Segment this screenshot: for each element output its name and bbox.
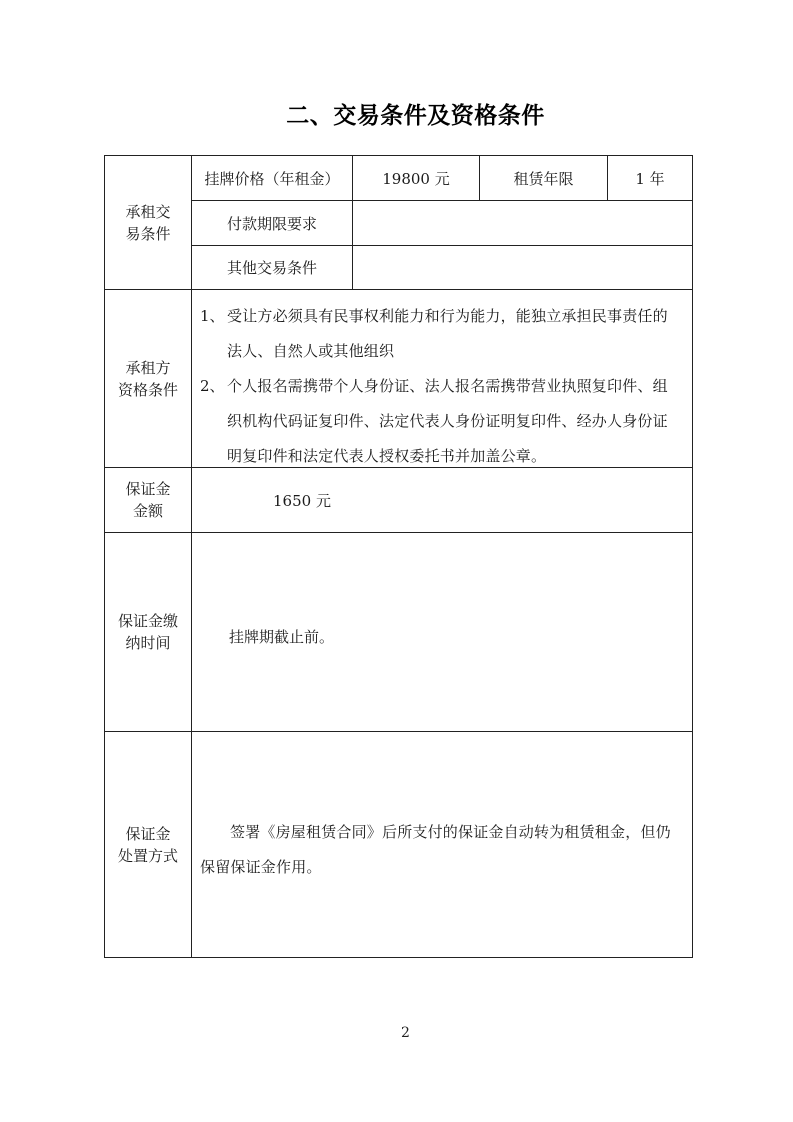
- row-header-line: 资格条件: [117, 380, 178, 399]
- deposit-disposal-value: [192, 732, 693, 958]
- page-title: 二、交易条件及资格条件: [286, 102, 545, 129]
- lease-term-label: 租赁年限: [480, 156, 608, 201]
- conditions-table: [104, 155, 693, 958]
- payment-deadline-value: [353, 201, 693, 246]
- qualification-item: [200, 299, 686, 369]
- deposit-amount-value: 1650 元: [192, 468, 693, 533]
- listing-price-label: 挂牌价格（年租金）: [192, 156, 353, 201]
- item-number: 2、: [200, 377, 225, 395]
- payment-deadline-label: 付款期限要求: [192, 201, 353, 246]
- row-header-deposit-disposal: [105, 732, 192, 958]
- qualification-content: [192, 290, 693, 468]
- row-header-line: 金额: [132, 502, 163, 520]
- row-header-line: 保证金: [125, 480, 171, 498]
- row-header-qualification: [105, 290, 192, 468]
- deposit-payment-time-value: 挂牌期截止前。: [192, 533, 693, 732]
- row-header-line: 处置方式: [117, 846, 178, 865]
- row-header-deposit-amount: [105, 468, 192, 533]
- row-header-line: 保证金: [125, 824, 171, 843]
- other-terms-label: 其他交易条件: [192, 246, 353, 290]
- other-terms-value: [353, 246, 693, 290]
- page-number: 2: [401, 1025, 410, 1041]
- deposit-disposal-text: 签署《房屋租赁合同》后所支付的保证金自动转为租赁租金，但仍保留保证金作用。: [200, 822, 671, 876]
- row-header-line: 易条件: [125, 224, 171, 243]
- row-header-line: 纳时间: [125, 634, 171, 652]
- row-header-lease-terms: [105, 156, 192, 290]
- qualification-item: [200, 369, 686, 468]
- row-header-line: 保证金缴: [117, 612, 178, 630]
- item-text: 受让方必须具有民事权利能力和行为能力，能独立承担民事责任的法人、自然人或其他组织: [227, 307, 668, 360]
- row-header-line: 承租方: [125, 358, 171, 377]
- row-header-line: 承租交: [125, 202, 171, 221]
- item-text: 个人报名需携带个人身份证、法人报名需携带营业执照复印件、组织机构代码证复印件、法定代表人身份证明复印件、经办人身份证明复印件和法定代表人授权委托书并加盖公章。: [227, 377, 668, 465]
- item-number: 1、: [200, 307, 225, 325]
- lease-term-value: 1 年: [608, 156, 693, 201]
- listing-price-value: 19800 元: [353, 156, 480, 201]
- row-header-deposit-payment-time: [105, 533, 192, 732]
